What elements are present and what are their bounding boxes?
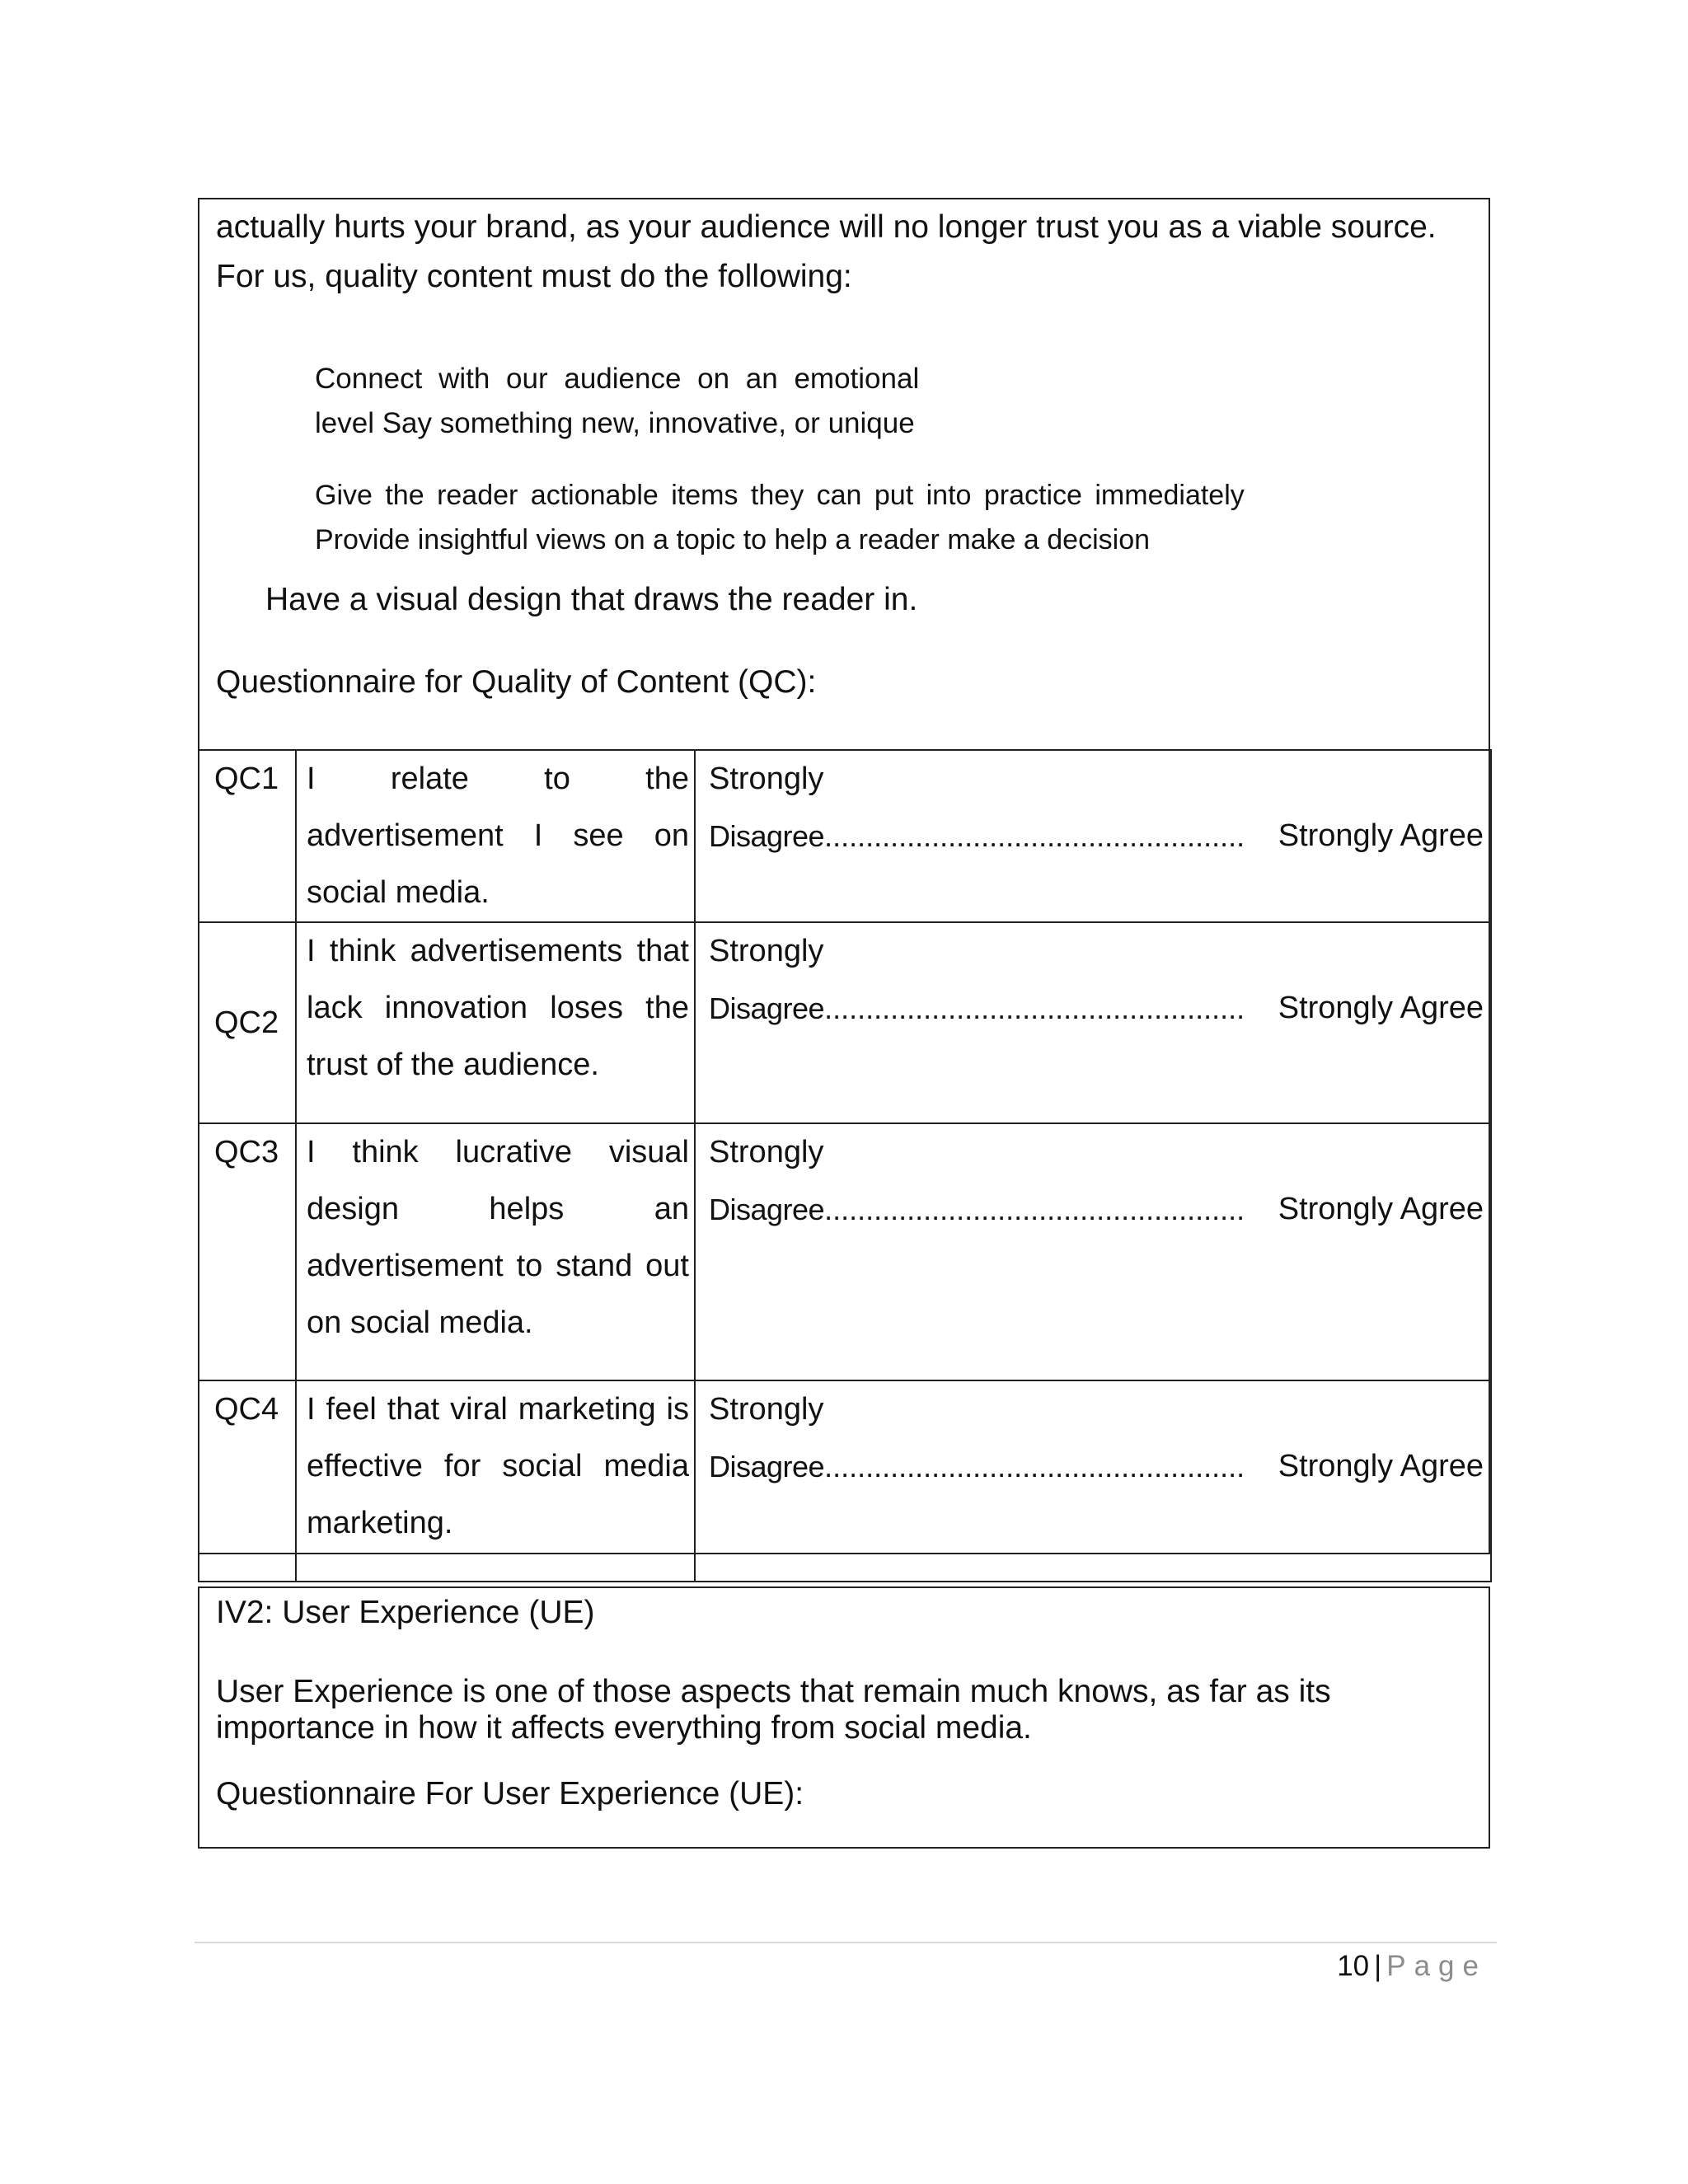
question-text	[296, 750, 695, 922]
scale-left-label: Disagree	[709, 1193, 825, 1226]
scale-disagree	[709, 1181, 1245, 1238]
bullet-visual-design: Have a visual design that draws the reader in.	[265, 582, 918, 617]
ue-questionnaire-heading: Questionnaire For User Experience (UE):	[216, 1776, 804, 1811]
table-row	[199, 922, 1491, 1123]
scale-disagree	[709, 980, 1245, 1037]
quality-of-content-box	[198, 198, 1490, 1554]
scale-left-label: Disagree	[709, 819, 825, 853]
qc-questionnaire-heading: Questionnaire for Quality of Content (QC):	[216, 664, 817, 700]
bullet-insightful-views: Provide insightful views on a topic to help a reader make a decision	[315, 524, 1151, 555]
table-row	[199, 1380, 1491, 1582]
question-text	[296, 1380, 695, 1582]
scale-top-label: Strongly	[709, 762, 824, 796]
ue-paragraph-line-1: User Experience is one of those aspects that remain much knows, as far as its	[216, 1674, 1331, 1709]
question-id: QC2	[199, 922, 296, 1123]
scale-dots: ...................................................	[824, 819, 1245, 853]
question-id: QC4	[199, 1380, 296, 1582]
scale-left-label: Disagree	[709, 1450, 825, 1483]
scale-disagree	[709, 1438, 1245, 1495]
bullet-connect: Connect with our audience on an emotional	[315, 363, 920, 395]
bullet-say-something-new: level Say something new, innovative, or unique	[315, 407, 915, 439]
table-row	[199, 750, 1491, 922]
question-id: QC3	[199, 1123, 296, 1380]
scale-top-label: Strongly	[709, 934, 824, 968]
scale-left-label: Disagree	[709, 991, 825, 1025]
question-text	[296, 922, 695, 1123]
question-text-content: I relate to the advertisement I see on social media.	[307, 762, 689, 910]
question-text-content: I feel that viral marketing is effective for social media marketing.	[307, 1392, 689, 1540]
question-text-content: I think lucrative visual design helps an advertisement to stand out on social media.	[307, 1135, 689, 1340]
ue-section-title: IV2: User Experience (UE)	[216, 1595, 595, 1630]
scale-agree: Strongly Agree	[1278, 1192, 1484, 1226]
qc-questionnaire-table	[198, 749, 1492, 1582]
bullet-actionable-items: Give the reader actionable items they can put into practice immediately	[315, 480, 1245, 511]
scale-row	[709, 980, 1484, 1037]
scale-agree: Strongly Agree	[1278, 991, 1484, 1025]
scale-row	[709, 1438, 1484, 1495]
scale-row	[709, 808, 1484, 865]
scale-top-label: Strongly	[709, 1392, 824, 1427]
scale-top-label: Strongly	[709, 1135, 824, 1169]
scale-disagree	[709, 808, 1245, 865]
table-row	[199, 1123, 1491, 1380]
ue-paragraph-line-2: importance in how it affects everything from social media.	[216, 1710, 1032, 1746]
intro-line-2: For us, quality content must do the following:	[216, 259, 852, 294]
scale-agree: Strongly Agree	[1278, 1449, 1484, 1483]
scale-agree: Strongly Agree	[1278, 818, 1484, 853]
scale-dots: ...................................................	[824, 1450, 1245, 1483]
question-id: QC1	[199, 750, 296, 922]
likert-scale	[695, 1380, 1491, 1582]
page-number: 10	[1337, 1950, 1370, 1982]
footer-separator: |	[1374, 1950, 1382, 1982]
likert-scale	[695, 922, 1491, 1123]
footer-divider	[195, 1942, 1497, 1943]
scale-row	[709, 1181, 1484, 1238]
scale-dots: ...................................................	[824, 1193, 1245, 1226]
intro-line-1: actually hurts your brand, as your audience will no longer trust you as a viable source.	[216, 209, 1437, 245]
user-experience-box	[198, 1586, 1490, 1849]
likert-scale	[695, 1123, 1491, 1380]
question-text	[296, 1123, 695, 1380]
likert-scale	[695, 750, 1491, 922]
question-text-content: I think advertisements that lack innovation loses the trust of the audience.	[307, 934, 689, 1082]
scale-dots: ...................................................	[824, 991, 1245, 1025]
page-word: Page	[1386, 1950, 1487, 1982]
page-footer	[1337, 1952, 1487, 1980]
